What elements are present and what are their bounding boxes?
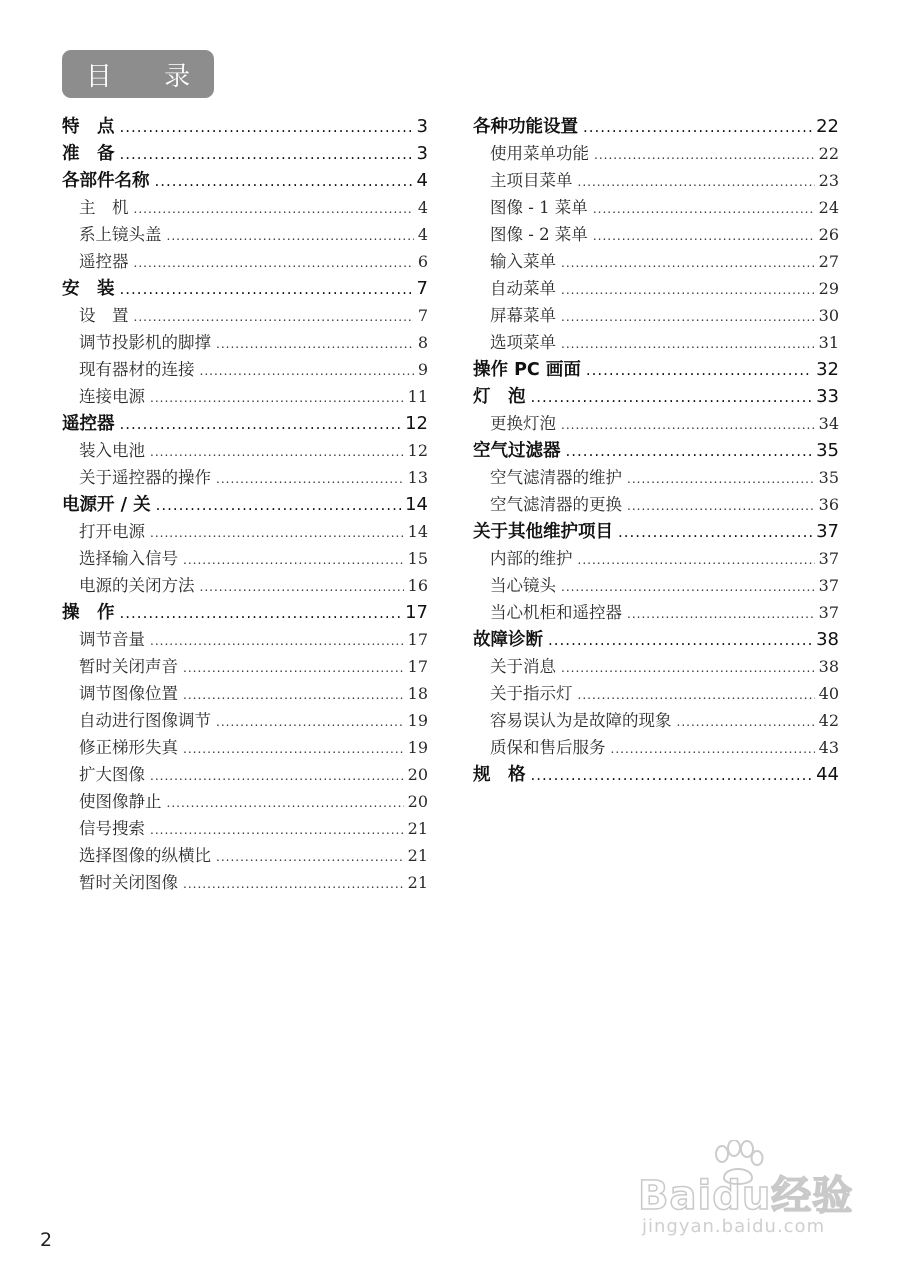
toc-subsection-entry[interactable] [62, 869, 428, 896]
toc-leader-dots [120, 114, 413, 140]
toc-entry-label: 选择图像的纵横比 [79, 846, 211, 865]
toc-subsection-entry[interactable] [62, 653, 428, 680]
toc-leader-dots [561, 304, 815, 329]
toc-leader-dots [561, 250, 815, 275]
toc-entry-label: 操作 PC 画面 [473, 360, 581, 380]
toc-leader-dots [216, 844, 404, 869]
toc-entry-page: 37 [818, 603, 839, 622]
toc-entry-page: 21 [407, 873, 428, 892]
toc-subsection-entry[interactable] [62, 221, 428, 248]
toc-leader-dots [183, 682, 404, 707]
toc-subsection-entry[interactable] [473, 707, 839, 734]
toc-entry-label: 使图像静止 [79, 792, 162, 811]
toc-leader-dots [627, 493, 815, 518]
toc-entry-label: 更换灯泡 [490, 414, 556, 433]
toc-entry-label: 自动菜单 [490, 279, 556, 298]
toc-subsection-entry[interactable] [473, 167, 839, 194]
toc-subsection-entry[interactable] [473, 680, 839, 707]
toc-entry-label: 调节音量 [79, 630, 145, 649]
page-number: 2 [40, 1229, 53, 1251]
toc-section-entry[interactable] [62, 491, 428, 518]
toc-leader-dots [183, 871, 404, 896]
toc-entry-label: 主项目菜单 [490, 171, 573, 190]
toc-entry-page: 44 [816, 764, 839, 785]
toc-entry-label: 关于指示灯 [490, 684, 573, 703]
toc-entry-page: 30 [818, 306, 839, 325]
toc-entry-label: 安 装 [62, 279, 115, 299]
toc-entry-label: 选项菜单 [490, 333, 556, 352]
toc-leader-dots [583, 114, 812, 140]
toc-leader-dots [578, 547, 815, 572]
toc-subsection-entry[interactable] [473, 140, 839, 167]
toc-entry-page: 13 [407, 468, 428, 487]
toc-subsection-entry[interactable] [473, 599, 839, 626]
toc-entry-label: 现有器材的连接 [79, 360, 195, 379]
toc-subsection-entry[interactable] [473, 410, 839, 437]
toc-entry-page: 12 [407, 441, 428, 460]
toc-leader-dots [586, 357, 812, 383]
toc-leader-dots [150, 763, 404, 788]
toc-subsection-entry[interactable] [473, 653, 839, 680]
toc-leader-dots [531, 762, 813, 788]
toc-entry-label: 各部件名称 [62, 171, 150, 191]
toc-entry-page: 4 [417, 198, 428, 217]
toc-entry-page: 17 [407, 630, 428, 649]
toc-entry-page: 14 [407, 522, 428, 541]
toc-subsection-entry[interactable] [62, 572, 428, 599]
toc-entry-page: 29 [818, 279, 839, 298]
toc-entry-page: 37 [816, 521, 839, 542]
watermark [638, 1140, 858, 1240]
toc-entry-label: 规 格 [473, 765, 526, 785]
toc-leader-dots [155, 168, 413, 194]
toc-leader-dots [531, 384, 813, 410]
toc-entry-page: 38 [816, 629, 839, 650]
toc-entry-page: 37 [818, 549, 839, 568]
toc-subsection-entry[interactable] [62, 383, 428, 410]
toc-entry-page: 26 [818, 225, 839, 244]
toc-subsection-entry[interactable] [62, 356, 428, 383]
toc-entry-label: 关于消息 [490, 657, 556, 676]
toc-entry-page: 33 [816, 386, 839, 407]
toc-entry-page: 16 [407, 576, 428, 595]
toc-leader-dots [677, 709, 815, 734]
toc-section-entry[interactable] [62, 599, 428, 626]
toc-entry-page: 4 [416, 170, 428, 191]
toc-entry-label: 修正梯形失真 [79, 738, 178, 757]
toc-leader-dots [134, 196, 414, 221]
toc-section-entry[interactable] [473, 518, 839, 545]
toc-leader-dots [548, 627, 812, 653]
toc-entry-label: 连接电源 [79, 387, 145, 406]
toc-leader-dots [593, 196, 815, 221]
toc-leader-dots [593, 223, 815, 248]
toc-leader-dots [578, 169, 815, 194]
toc-entry-label: 自动进行图像调节 [79, 711, 211, 730]
toc-subsection-entry[interactable] [62, 680, 428, 707]
toc-leader-dots [134, 250, 414, 275]
toc-entry-label: 当心机柜和遥控器 [490, 603, 622, 622]
toc-section-entry[interactable] [62, 167, 428, 194]
toc-leader-dots [150, 439, 404, 464]
toc-subsection-entry[interactable] [62, 626, 428, 653]
toc-subsection-entry[interactable] [473, 221, 839, 248]
toc-leader-dots [627, 466, 815, 491]
toc-entry-label: 操 作 [62, 603, 115, 623]
toc-entry-label: 关于遥控器的操作 [79, 468, 211, 487]
toc-entry-page: 22 [816, 116, 839, 137]
toc-subsection-entry[interactable] [62, 437, 428, 464]
toc-entry-page: 40 [818, 684, 839, 703]
toc-entry-page: 24 [818, 198, 839, 217]
toc-leader-dots [594, 142, 815, 167]
toc-entry-label: 打开电源 [79, 522, 145, 541]
toc-subsection-entry[interactable] [62, 329, 428, 356]
toc-entry-page: 17 [407, 657, 428, 676]
toc-entry-page: 18 [407, 684, 428, 703]
toc-leader-dots [216, 709, 404, 734]
toc-entry-label: 故障诊断 [473, 630, 543, 650]
toc-leader-dots [561, 574, 815, 599]
toc-entry-label: 内部的维护 [490, 549, 573, 568]
toc-subsection-entry[interactable] [62, 842, 428, 869]
page-title: 目 录 [85, 61, 213, 92]
toc-leader-dots [561, 655, 815, 680]
toc-subsection-entry[interactable] [62, 761, 428, 788]
toc-leader-dots [561, 331, 815, 356]
toc-entry-label: 特 点 [62, 117, 115, 137]
toc-entry-label: 设 置 [79, 306, 129, 325]
toc-leader-dots [200, 574, 404, 599]
toc-entry-label: 屏幕菜单 [490, 306, 556, 325]
toc-section-entry[interactable] [473, 356, 839, 383]
toc-entry-page: 38 [818, 657, 839, 676]
toc-leader-dots [120, 276, 413, 302]
toc-entry-label: 空气过滤器 [473, 441, 561, 461]
toc-section-entry[interactable] [62, 275, 428, 302]
toc-subsection-entry[interactable] [62, 194, 428, 221]
toc-entry-page: 36 [818, 495, 839, 514]
toc-section-entry[interactable] [473, 437, 839, 464]
toc-entry-page: 3 [416, 143, 428, 164]
toc-entry-label: 图像 - 2 菜单 [490, 225, 588, 244]
toc-subsection-entry[interactable] [62, 302, 428, 329]
toc-subsection-entry[interactable] [62, 707, 428, 734]
toc-entry-label: 质保和售后服务 [490, 738, 606, 757]
toc-entry-page: 23 [818, 171, 839, 190]
toc-leader-dots [150, 520, 404, 545]
toc-leader-dots [578, 682, 815, 707]
toc-entry-label: 关于其他维护项目 [473, 522, 613, 542]
toc-leader-dots [120, 411, 402, 437]
toc-entry-page: 9 [417, 360, 428, 379]
toc-entry-page: 8 [417, 333, 428, 352]
toc-subsection-entry[interactable] [62, 464, 428, 491]
toc-entry-label: 扩大图像 [79, 765, 145, 784]
toc-entry-page: 20 [407, 765, 428, 784]
toc-right-column [473, 113, 839, 788]
toc-leader-dots [611, 736, 815, 761]
toc-entry-page: 27 [818, 252, 839, 271]
watermark-brand: Baidu经验 [638, 1173, 854, 1219]
toc-section-entry[interactable] [473, 383, 839, 410]
toc-entry-label: 调节图像位置 [79, 684, 178, 703]
toc-left-column [62, 113, 428, 896]
toc-subsection-entry[interactable] [473, 248, 839, 275]
toc-subsection-entry[interactable] [473, 491, 839, 518]
toc-entry-label: 图像 - 1 菜单 [490, 198, 588, 217]
toc-leader-dots [627, 601, 815, 626]
toc-entry-page: 6 [417, 252, 428, 271]
toc-entry-label: 空气滤清器的更换 [490, 495, 622, 514]
toc-entry-page: 37 [818, 576, 839, 595]
toc-subsection-entry[interactable] [62, 815, 428, 842]
watermark-url: jingyan.baidu.com [642, 1216, 826, 1237]
toc-subsection-entry[interactable] [62, 248, 428, 275]
toc-subsection-entry[interactable] [62, 518, 428, 545]
toc-leader-dots [167, 223, 414, 248]
toc-entry-label: 灯 泡 [473, 387, 526, 407]
toc-leader-dots [183, 736, 404, 761]
toc-subsection-entry[interactable] [473, 545, 839, 572]
toc-entry-page: 35 [816, 440, 839, 461]
toc-entry-label: 暂时关闭图像 [79, 873, 178, 892]
toc-leader-dots [566, 438, 813, 464]
toc-subsection-entry[interactable] [62, 734, 428, 761]
toc-section-entry[interactable] [473, 761, 839, 788]
toc-entry-label: 输入菜单 [490, 252, 556, 271]
toc-entry-label: 容易误认为是故障的现象 [490, 711, 672, 730]
toc-entry-label: 遥控器 [62, 414, 115, 434]
toc-subsection-entry[interactable] [62, 788, 428, 815]
toc-leader-dots [150, 385, 404, 410]
toc-entry-page: 34 [818, 414, 839, 433]
toc-leader-dots [156, 492, 402, 518]
toc-entry-page: 20 [407, 792, 428, 811]
toc-leader-dots [167, 790, 404, 815]
toc-leader-dots [561, 412, 815, 437]
toc-entry-page: 17 [405, 602, 428, 623]
toc-entry-page: 19 [407, 711, 428, 730]
toc-entry-label: 遥控器 [79, 252, 129, 271]
toc-title-badge [62, 50, 214, 98]
toc-entry-page: 42 [818, 711, 839, 730]
toc-entry-label: 各种功能设置 [473, 117, 578, 137]
toc-leader-dots [200, 358, 414, 383]
toc-entry-page: 32 [816, 359, 839, 380]
toc-subsection-entry[interactable] [473, 734, 839, 761]
toc-entry-label: 当心镜头 [490, 576, 556, 595]
toc-entry-label: 空气滤清器的维护 [490, 468, 622, 487]
toc-section-entry[interactable] [62, 410, 428, 437]
toc-entry-page: 21 [407, 846, 428, 865]
toc-subsection-entry[interactable] [473, 572, 839, 599]
toc-entry-page: 22 [818, 144, 839, 163]
toc-leader-dots [618, 519, 812, 545]
toc-entry-page: 11 [407, 387, 428, 406]
toc-entry-page: 21 [407, 819, 428, 838]
toc-leader-dots [134, 304, 414, 329]
toc-leader-dots [120, 600, 402, 626]
toc-entry-label: 使用菜单功能 [490, 144, 589, 163]
toc-entry-page: 15 [407, 549, 428, 568]
toc-section-entry[interactable] [473, 626, 839, 653]
toc-entry-label: 主 机 [79, 198, 129, 217]
toc-leader-dots [150, 628, 404, 653]
toc-entry-page: 4 [417, 225, 428, 244]
toc-entry-label: 装入电池 [79, 441, 145, 460]
toc-leader-dots [183, 547, 404, 572]
toc-subsection-entry[interactable] [473, 302, 839, 329]
toc-entry-label: 暂时关闭声音 [79, 657, 178, 676]
toc-entry-page: 19 [407, 738, 428, 757]
toc-entry-label: 电源的关闭方法 [79, 576, 195, 595]
toc-entry-page: 43 [818, 738, 839, 757]
toc-leader-dots [216, 466, 404, 491]
toc-entry-label: 准 备 [62, 144, 115, 164]
toc-subsection-entry[interactable] [62, 545, 428, 572]
toc-leader-dots [183, 655, 404, 680]
toc-entry-label: 电源开 / 关 [62, 495, 151, 515]
toc-leader-dots [216, 331, 414, 356]
toc-entry-label: 选择输入信号 [79, 549, 178, 568]
toc-entry-label: 调节投影机的脚撑 [79, 333, 211, 352]
toc-entry-page: 35 [818, 468, 839, 487]
toc-subsection-entry[interactable] [473, 329, 839, 356]
toc-entry-page: 7 [416, 278, 428, 299]
toc-section-entry[interactable] [62, 113, 428, 140]
toc-subsection-entry[interactable] [473, 275, 839, 302]
toc-subsection-entry[interactable] [473, 194, 839, 221]
toc-entry-page: 7 [417, 306, 428, 325]
toc-section-entry[interactable] [62, 140, 428, 167]
toc-entry-page: 3 [416, 116, 428, 137]
toc-entry-page: 12 [405, 413, 428, 434]
toc-entry-page: 31 [818, 333, 839, 352]
toc-leader-dots [120, 141, 413, 167]
toc-entry-page: 14 [405, 494, 428, 515]
toc-leader-dots [150, 817, 404, 842]
toc-section-entry[interactable] [473, 113, 839, 140]
toc-entry-label: 信号搜索 [79, 819, 145, 838]
toc-entry-label: 系上镜头盖 [79, 225, 162, 244]
toc-leader-dots [561, 277, 815, 302]
toc-subsection-entry[interactable] [473, 464, 839, 491]
